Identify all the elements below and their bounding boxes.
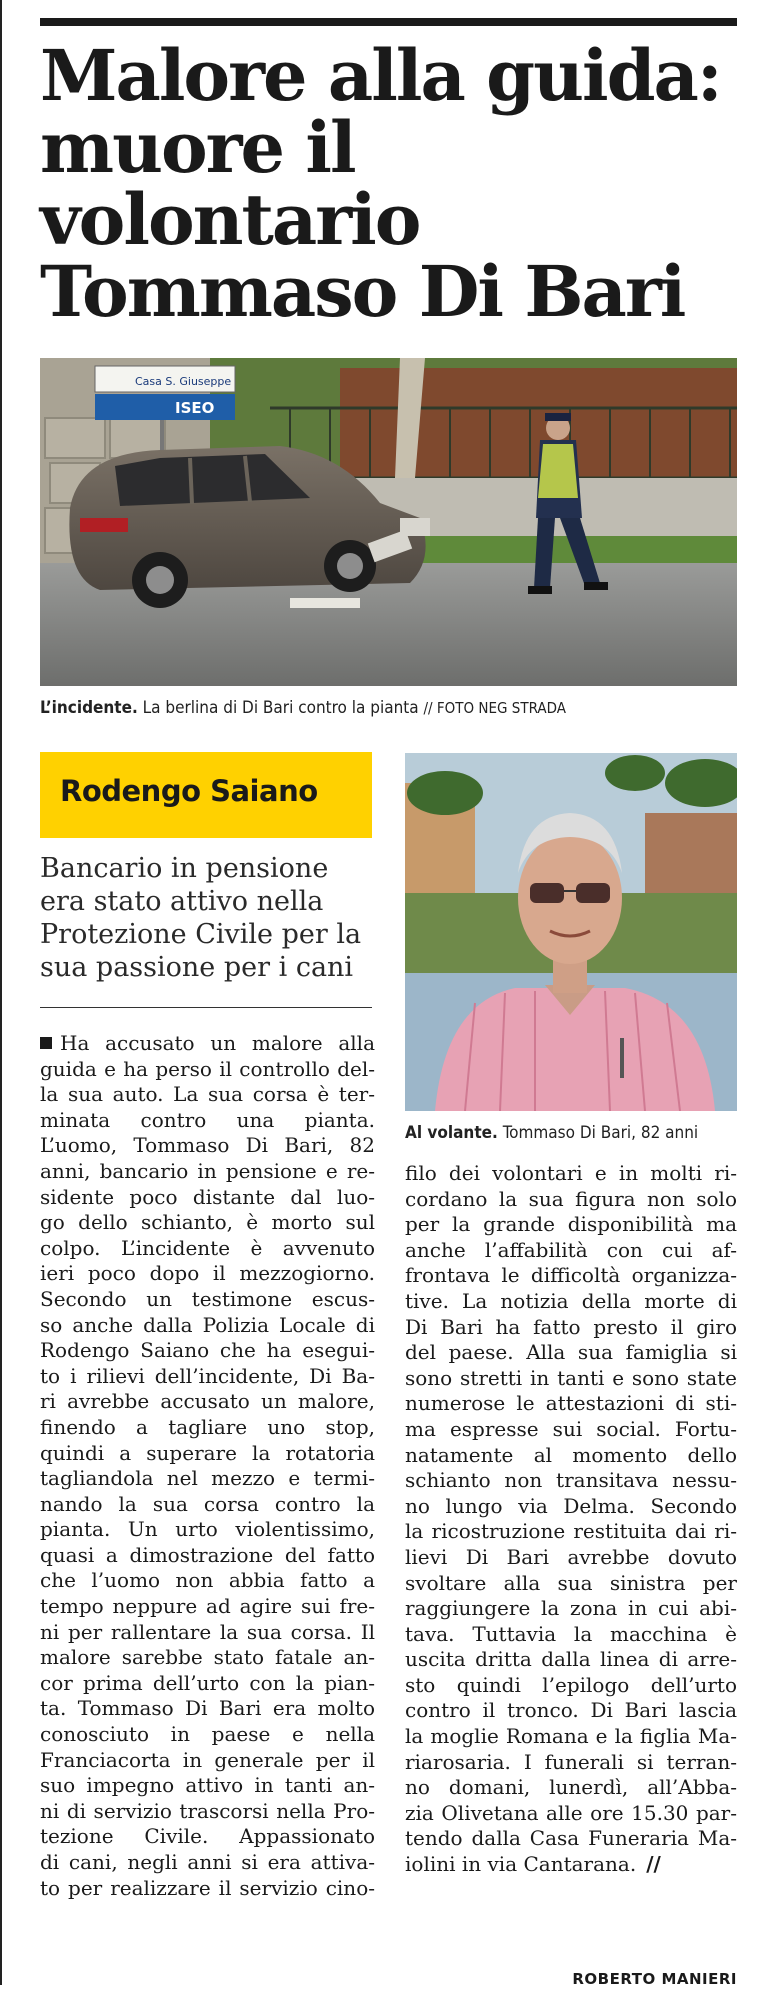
article-line: natamente al momento dello <box>405 1442 737 1467</box>
article-column-2 <box>405 1161 737 1878</box>
article-line: colpo. L’incidente è avvenuto <box>40 1235 375 1260</box>
article-line: Secondo un testimone escus- <box>40 1286 375 1311</box>
article-line: zia Olivetana alle ore 15.30 par- <box>405 1800 737 1825</box>
caption-lead: Al volante. <box>405 1123 498 1143</box>
article-line: anni, bancario in pensione e re- <box>40 1158 375 1183</box>
article-line: contro il tronco. Di Bari lascia <box>405 1698 737 1723</box>
article-line: so anche dalla Polizia Locale di <box>40 1312 375 1337</box>
article-line: riarosaria. I funerali si terran- <box>405 1749 737 1774</box>
portrait-photo-image <box>405 753 737 1111</box>
article-line: quindi a superare la rotatoria <box>40 1440 375 1465</box>
article-line: minata contro una pianta. <box>40 1107 375 1132</box>
headline-line: Malore alla guida: <box>40 34 721 117</box>
article-line: to per realizzare il servizio cino- <box>40 1875 375 1900</box>
accident-photo <box>40 358 737 686</box>
article-line: conosciuto in paese e nella <box>40 1722 375 1747</box>
article-line: suo impegno attivo in tanti an- <box>40 1773 375 1798</box>
caption-text: La berlina di Di Bari contro la pianta <box>142 698 419 718</box>
article-line: ni per rallentare la sua corsa. Il <box>40 1619 375 1644</box>
article-line: Franciacorta in generale per il <box>40 1747 375 1772</box>
article-line: Ha accusato un malore alla <box>40 1031 375 1057</box>
headline-line: muore il volontario <box>40 106 420 261</box>
subheadline: Bancario in pensione era stato attivo nella Protezione Civile per la sua passione per i cani <box>40 853 362 983</box>
top-rule <box>40 18 737 26</box>
article-line: tive. La notizia della morte di <box>405 1288 737 1313</box>
article-line: tempo neppure ad agire sui fre- <box>40 1594 375 1619</box>
article-line: Rodengo Saiano che ha esegui- <box>40 1338 375 1363</box>
location-badge: Rodengo Saiano <box>40 752 372 838</box>
article-line: pianta. Un urto violentissimo, <box>40 1517 375 1542</box>
article-line: per la grande disponibilità ma <box>405 1212 737 1237</box>
article-line: tendo dalla Casa Funeraria Ma- <box>405 1826 737 1851</box>
left-column-rule <box>0 0 2 1985</box>
portrait-photo <box>405 753 737 1111</box>
end-mark: // <box>646 1852 661 1877</box>
article-line: iolini in via Cantarana. // <box>405 1852 661 1877</box>
headline <box>40 34 740 333</box>
article-line: raggiungere la zona in cui abi- <box>405 1596 737 1621</box>
article-line: sono stretti in tanti e sono state <box>405 1365 737 1390</box>
article-line: quasi a dimostrazione del fatto <box>40 1542 375 1567</box>
article-line: sidente poco distante dal luo- <box>40 1184 375 1209</box>
article-line: guida e ha perso il controllo del- <box>40 1056 375 1081</box>
sign-text: Casa S. Giuseppe <box>135 375 232 388</box>
article-line: tava. Tuttavia la macchina è <box>405 1621 737 1646</box>
article-line: del paese. Alla sua famiglia si <box>405 1340 737 1365</box>
subheadline-rule <box>40 1007 372 1008</box>
article-line: sto quindi l’epilogo dell’urto <box>405 1672 737 1697</box>
article-line: go dello schianto, è morto sul <box>40 1210 375 1235</box>
article-line: uscita dritta dalla linea di arre- <box>405 1647 737 1672</box>
article-line: tagliandola nel mezzo e termi- <box>40 1466 375 1491</box>
article-line: L’uomo, Tommaso Di Bari, 82 <box>40 1133 375 1158</box>
article-line: malore sarebbe stato fatale an- <box>40 1645 375 1670</box>
caption-text: Tommaso Di Bari, 82 anni <box>502 1123 699 1143</box>
caption-lead: L’incidente. <box>40 698 138 718</box>
article-line: cordano la sua figura non solo <box>405 1186 737 1211</box>
article-line: anche l’affabilità con cui af- <box>405 1237 737 1262</box>
article-column-1 <box>40 1031 375 1901</box>
article-line: to i rilievi dell’incidente, Di Ba- <box>40 1363 375 1388</box>
sign-text: ISEO <box>175 399 215 417</box>
article-line: lievi Di Bari avrebbe dovuto <box>405 1544 737 1569</box>
byline: ROBERTO MANIERI <box>572 1970 737 1988</box>
article-line: no domani, lunerdì, all’Abba- <box>405 1775 737 1800</box>
portrait-caption <box>405 1122 698 1144</box>
article-line: di cani, negli anni si era attiva- <box>40 1850 375 1874</box>
article-line: ni di servizio trascorsi nella Pro- <box>40 1798 375 1823</box>
article-line: ieri poco dopo il mezzogiorno. <box>40 1261 375 1286</box>
article-line: finendo a tagliare uno stop, <box>40 1414 375 1439</box>
article-line: ri avrebbe accusato un malore, <box>40 1389 375 1414</box>
article-line: nando la sua corsa contro la <box>40 1491 375 1516</box>
article-line: svoltare alla sua sinistra per <box>405 1570 737 1595</box>
article-line: la moglie Romana e la figlia Ma- <box>405 1724 737 1749</box>
accident-photo-image <box>40 358 737 686</box>
article-line: ma espresse sui social. Fortu- <box>405 1416 737 1441</box>
square-bullet-icon <box>40 1037 52 1049</box>
headline-line: Tommaso Di Bari <box>40 250 685 333</box>
photo-caption <box>40 697 566 719</box>
article-line: ta. Tommaso Di Bari era molto <box>40 1696 375 1721</box>
article-line: filo dei volontari e in molti ri- <box>405 1161 737 1185</box>
article-line: no lungo via Delma. Secondo <box>405 1493 737 1518</box>
article-line: la sua auto. La sua corsa è ter- <box>40 1082 375 1107</box>
article-line: frontava le difficoltà organizza- <box>405 1263 737 1288</box>
photo-credit: // FOTO NEG STRADA <box>423 699 566 717</box>
article-line: cor prima dell’urto con la pian- <box>40 1670 375 1695</box>
article-line: tezione Civile. Appassionato <box>40 1824 375 1849</box>
article-line: schianto non transitava nessu- <box>405 1468 737 1493</box>
article-line: Di Bari ha fatto presto il giro <box>405 1314 737 1339</box>
article-line: che l’uomo non abbia fatto a <box>40 1568 375 1593</box>
article-line: la ricostruzione restituita dai ri- <box>405 1519 737 1544</box>
article-line: numerose le attestazioni di sti- <box>405 1391 737 1416</box>
